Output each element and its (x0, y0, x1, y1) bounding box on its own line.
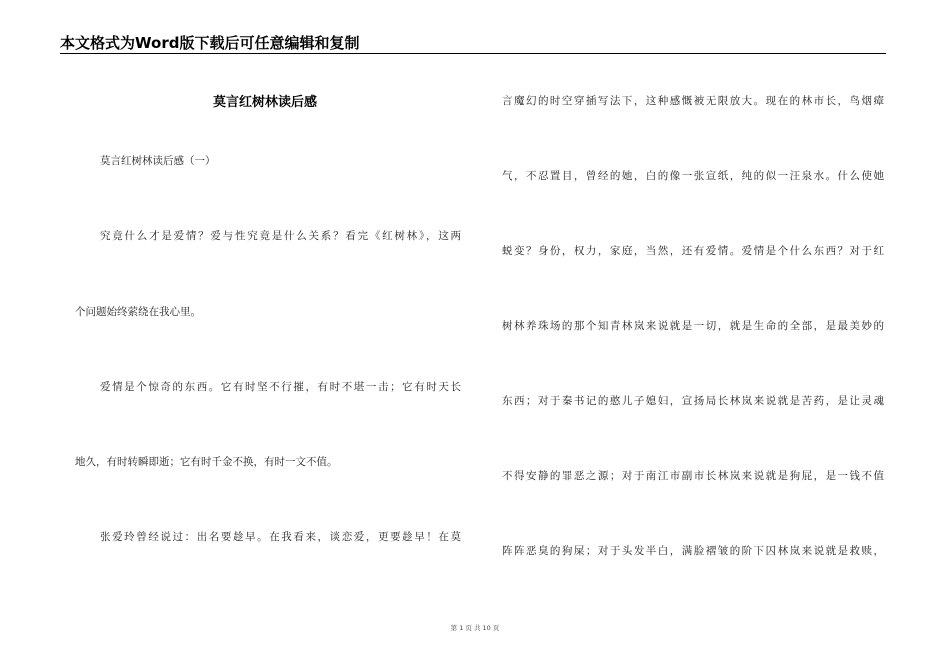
paragraph-line: 树林养珠场的那个知青林岚来说就是一切，就是生命的全部，是最美妙的 (502, 320, 884, 332)
paragraph-line: 爱情是个惊奇的东西。它有时坚不行摧，有时不堪一击；它有时天长 (100, 381, 461, 393)
paragraph-line: 莫言红树林读后感（一） (100, 155, 216, 167)
page-header (60, 33, 886, 54)
paragraph-line: 张爱玲曾经说过：出名要趁早。在我看来，谈恋爱，更要趁早！在莫 (100, 531, 461, 543)
document-title: 莫言红树林读后感 (212, 95, 317, 110)
page-number: 第 1 页 共 10 页 (450, 624, 500, 632)
paragraph-line: 东西；对于秦书记的憨儿子媳妇，宣扬局长林岚来说就是苦药，是让灵魂 (502, 395, 884, 407)
paragraph-line: 言魔幻的时空穿插写法下，这种感慨被无限放大。现在的林市长，鸟烟瘴 (502, 95, 884, 107)
paragraph-line: 蜕变？身份，权力，家庭，当然，还有爱情。爱情是个什么东西？对于红 (502, 245, 884, 257)
paragraph-line: 究竟什么才是爱情？爱与性究竟是什么关系？看完《红树林》，这两 (100, 230, 461, 242)
header-text: 本文格式为Word版下载后可任意编辑和复制 (60, 34, 360, 52)
paragraph-line: 阵阵恶臭的狗屎；对于头发半白，满脸褶皱的阶下囚林岚来说就是救赎， (502, 545, 884, 557)
paragraph-line: 地久，有时转瞬即逝；它有时千金不换，有时一文不值。 (75, 456, 338, 468)
paragraph-line: 个问题始终萦绕在我心里。 (75, 306, 201, 318)
paragraph-line: 气，不忍置目，曾经的她，白的像一张宣纸，纯的似一汪泉水。什么使她 (502, 170, 884, 182)
paragraph-line: 不得安静的罪恶之源；对于南江市副市长林岚来说就是狗屁，是一钱不值 (502, 470, 884, 482)
